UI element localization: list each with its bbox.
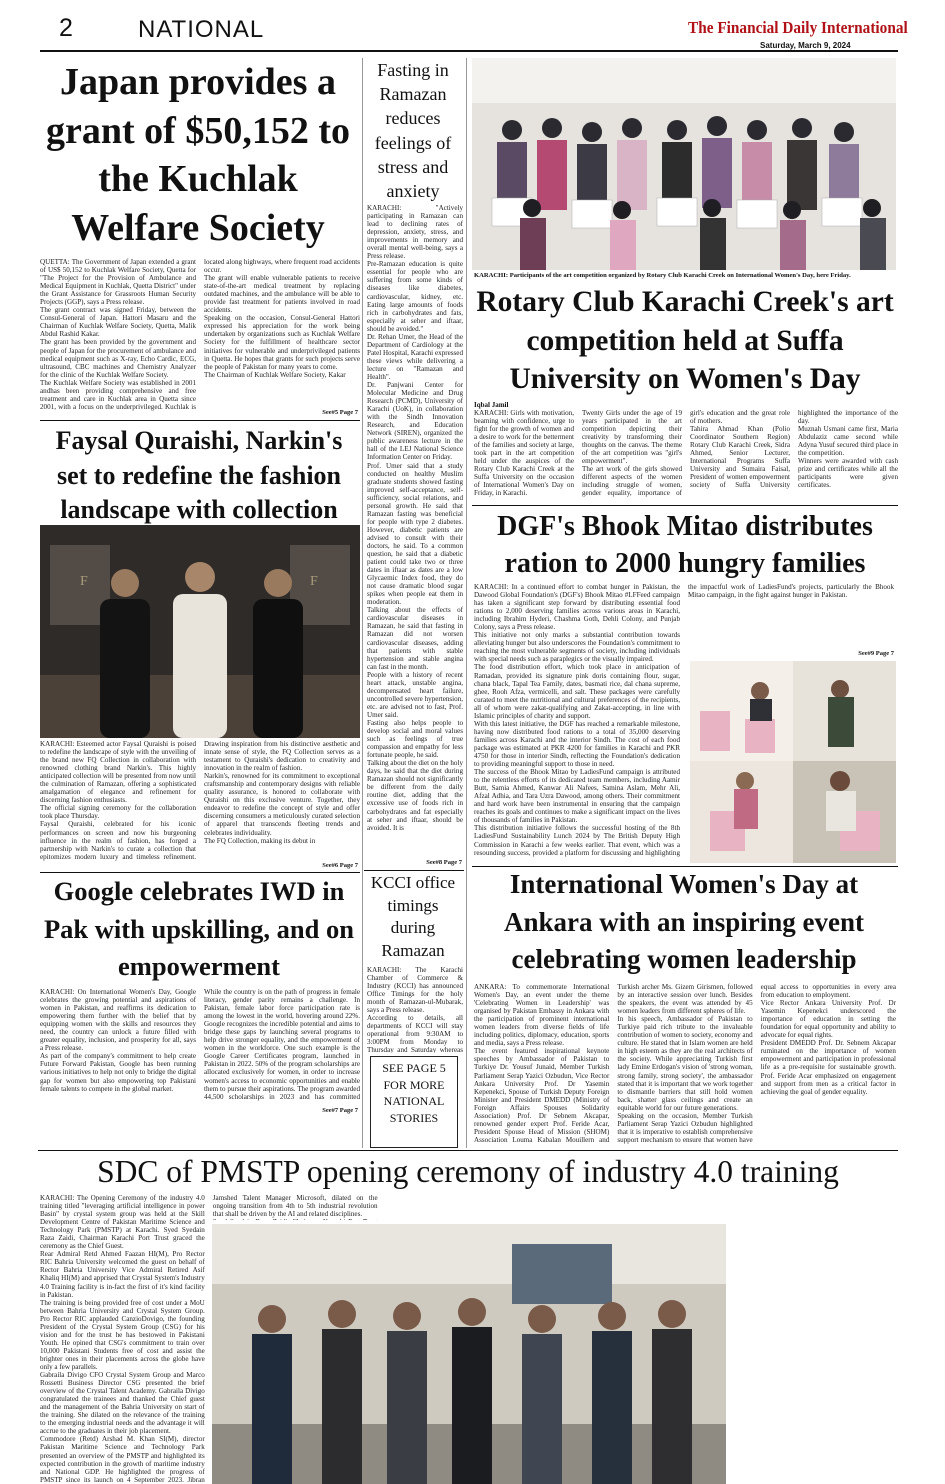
dgf-p4: With this latest initiative, the DGF has reached a remarkable milestone, having now distributed food rations to a total of 35,000 deserving families across Karachi and the interior Sindh. The cost of each food package was estimated at PKR 4200 for families in Karachi and PKR 4750 for those in interior Sindh, reflecting the Foundation's dedication to providing meaningful support to those in need. xyxy=(474,719,680,769)
dgf-photo-art xyxy=(690,661,896,863)
faysal-see-more[interactable]: See#6 Page 7 xyxy=(322,862,358,869)
fasting-p8: Fasting also helps people to develop social and moral values such as feelings of true compassion and empathy for less fortunate people, he said. xyxy=(367,719,463,760)
dgf-headline: DGF's Bhook Mitao distributes ration to 2000 hungry families xyxy=(497,511,873,579)
faysal-p3: Faysal Quraishi, celebrated for his iconic performances on screen and now his burgeoning influence in the realm of fashion, has forged a partnership with Narkin's to curate a collection that epitomizes modern luxury and timeless refinement. Drawing inspiration from his distinctive aesthetic and innate sense of style, the FQ Collection serves as a testament to Quraishi's dedication to creativity and innovation in the realm of fashion. xyxy=(40,740,360,861)
sdc-p2: Rear Admiral Retd Ahmed Faazan HI(M), Pro Rector RIC Bahria University welcomed the guest on behalf of Rector Bahria University Vice Admiral Retired Asif Khaliq HI(M) and apprised that Crystal System's Industry 4.0 Training facility is in-fact the first of it's kind facility in Pakistan. xyxy=(40,1250,205,1299)
japan-p3: The grant has been provided by the government and people of Japan for the procurement of ambulance and medical equipment such as X-ray, Echo Cardic, ECG, ultrasound, CBC machines and Chemistry Analyzer for the clinic of the Kuchlak Welfare Society. xyxy=(40,338,196,379)
faysal-photo xyxy=(40,525,360,738)
rotary-p5: Muznah Usmani came first, Maria Abdulaziz came second while Adyna Yusuf secured third place in the competition. xyxy=(798,425,898,458)
rotary-byline: Iqbal Jamil xyxy=(474,401,509,409)
paper-title: The Financial Daily International xyxy=(688,18,908,37)
kcci-p2: According to details, all departments of KCCI will stay operational from 9:30AM to 3:00PM from Monday to Thursday and Saturday whereas xyxy=(367,1014,463,1053)
kcci-more-stories-box[interactable] xyxy=(370,1056,458,1148)
faysal-p1: KARACHI: Esteemed actor Faysal Quraishi is poised to redefine the landscape of style with the unveiling of the brand new FQ Collection in collaboration with renowned clothing brand Narkin's. This highly anticipated collection will be presented from now until the culmination of Ramazan, offering a sophisticated amalgamation of elegance and refinement for discerning fashion enthusiasts. xyxy=(40,740,196,805)
japan-p1: QUETTA: The Government of Japan extended a grant of US$ 50,152 to Kuchlak Welfare Society, Quetta for "The Project for the Provision of Ambulance and Medical Equipment in Kuchlak, Quetta District" under the Grant Assistance for Grassroots Human Security Projects (GGP), says a Press release. xyxy=(40,258,196,307)
faysal-p2: The official signing ceremony for the collaboration took place Thursday. xyxy=(40,804,196,821)
iwd-p5: Vice Rector Ankara University Prof. Dr Yasemin Kepenekci underscored the importance of education in setting the foundation for equal opportunity and ability to advocate for equal rights. xyxy=(760,999,896,1040)
rotary-p2: Twenty Girls under the age of 19 years participated in the art competition depicting their creativity by transforming their thoughts on the canvas. The theme of the art competition was "girl's empowerment". xyxy=(582,409,682,466)
iwd-p4: Speaking on the occasion, Member Turkish Parliament Serap Yazici Ozbudun highlighted that it is imperative to establish comprehensive support mechanism to ensure that women have equal access to opportunities in every area from education to employment. xyxy=(617,983,896,1144)
japan-p4: The Kuchlak Welfare Society was established in 2001 andhas been providing comprehensive and free treatment and care in Kuchlak area in Quetta since 2001, with a focus on the underprivileged. Kuchlak is located along highways, where frequent road accidents occur. xyxy=(40,258,360,411)
faysal-body xyxy=(40,740,360,865)
dgf-p2: This initiative not only marks a substantial contribution towards alleviating hunger but also underscores the Foundation's commitment to reaching the most vulnerable segments of society, including individuals with special needs such as paraplegics or the visually impaired. xyxy=(474,631,680,664)
iwd-headline: International Women's Day at Ankara with an inspiring event celebrating women leadership xyxy=(503,869,865,974)
rotary-p4: Tahira Ahmad Khan (Polio Coordinator Southern Region) Rotary Club Karachi Creek, Sidra Ahmed, Senior Lecturer, International Programs Suffa University and Sumaira Faisal, President of women empowerment society of Suffa University highlighted the importance of the day. xyxy=(690,409,898,490)
dgf-p6: This distribution initiative follows the successful hosting of the 8th LadiesFund Sustainability Lunch 2024 by The British Deputy High Commission in Karachi a few weeks earlier. That event, which was a resounding success, provided a platform for discussing and highlighting the impactful work of LadiesFund's projects, particularly the Bhook Mitao campaign, in the fight against hunger in Pakistan. xyxy=(474,583,894,857)
google-body xyxy=(40,988,360,1108)
iwd-body xyxy=(474,983,896,1148)
fasting-p9: Talking about the diet on the holy days, he said that the diet during Ramazan should not significantly be different from the daily routine diet, adding that the excessive use of foods rich in carbohydrates and fat especially at seher and iftaar, should be avoided. It is xyxy=(367,759,463,832)
dgf-p3: The food distribution effort, which took place in anticipation of Ramadan, provided its signature pink doris containing flour, sugar, chana black, Tapal Tea Family, dates, basmati rice, dal chana supreme, ghee, Rooh Afza, vermicelli, and salt. These packages were carefully curated to meet the nutritional and cultural preferences of the recipients, all of whom were zakat-qualifying and Zakat-accepting, in line with Islamic principles of charity and support. xyxy=(474,663,680,720)
kcci-headline: KCCI office timings during Ramazan xyxy=(370,873,456,960)
dgf-see-more[interactable]: See#9 Page 7 xyxy=(858,650,894,657)
rotary-body xyxy=(474,409,898,498)
rotary-photo xyxy=(472,58,896,270)
dgf-p1: KARACHI: In a continued effort to combat hunger in Pakistan, the Dawood Global Foundation's (DGF's) Bhook Mitao #LFFeed campaign has taken a significant step forward by distributing essential food rations to 2,000 deserving families across various areas in Karachi, including Ibrahim Hyderi, Chashma Goth, Dehli Colony, and Punjab Colony, says a Press release. xyxy=(474,583,680,632)
google-p1: KARACHI: On International Women's Day, Google celebrates the growing potential and aspirations of women in Pakistan, and reaffirms its dedication to empowering them further with the belief that by equipping women with the skills and resources they need, the country can unlock a future filled with greater equality, inclusion, and prosperity for all, says a Press release. xyxy=(40,988,196,1053)
faysal-headline: Faysal Quraishi, Narkin's set to redefine the fashion landscape with collection xyxy=(55,426,343,524)
rotary-p3: The art work of the girls showed different aspects of the women including struggle of women, gender equality, importance of girl's education and the great role of mothers. xyxy=(582,409,790,498)
section-name: NATIONAL xyxy=(138,16,265,43)
google-see-more[interactable]: See#7 Page 7 xyxy=(322,1107,358,1114)
fasting-p6: Talking about the effects of cardiovascular diseases in Ramazan, he said that fasting in Ramazan did not worsen cardiovascular diseases, adding that patients with stable hypertension and stable angina can fast in the month. xyxy=(367,606,463,671)
issue-date: Saturday, March 9, 2024 xyxy=(760,41,851,50)
iwd-p6: President DMEDD Prof. Dr. Sebnem Akcapar ruminated on the importance of women empowerment and participation in professional life as a pre-requisite for sustainable growth. Prof. Feride Acar emphasized on engagement and support from men as a critical factor in achieving the goal of gender equality. xyxy=(760,1039,896,1096)
faysal-p4: Narkin's, renowned for its commitment to exceptional craftsmanship and contemporary designs with reliable quality assurance, is honored to collaborate with Quraishi on this exclusive venture. Together, they endeavor to redefine the concept of style and offer discerning consumers a meticulously curated selection of apparel that transcends fleeting trends and celebrates individuality. xyxy=(204,772,360,837)
masthead-rule xyxy=(40,50,898,52)
fasting-p1: KARACHI: "Actively participating in Ramazan can lead to declining rates of depression, anxiety, stress, and improvements in memory and overall mental well-being, says a Press release. xyxy=(367,204,463,261)
dgf-p5: The success of the Bhook Mitao by LadiesFund campaign is attributed to the relentless efforts of its dedicated team members, including Aamir Butt, Samia Ahmed, Kanwar Ali Nafees, Samina Aslam, Mehr Ali, Afzal Adhia, and Tara Uzra Dawood, among others. Their commitment and hard work have been instrumental in ensuring that the campaign reaches its goals and continues to make a significant impact on the lives of thousands of families in Pakistan. xyxy=(474,768,680,825)
google-p3: While the country is on the path of progress in female literacy, gender parity remains a challenge. In Pakistan, female labor force participation rate is among the lowest in the world, hovering around 22%. Google recognizes the incredible potential and aims to bridge these gaps by launching several programs to help drive stronger equality, and the empowerment of women in the workforce. One such example is the Google Career Certificates program, launched in Pakistan in 2022. 50% of the program scholarships are allocated exclusively for women, in order to increase women's access to economic opportunities and enable them to pursue their aspirations. The program awarded 44,500 scholarships in 2023 and has committed xyxy=(204,988,360,1101)
fasting-p7: People with a history of recent heart attack, unstable angina, decompensated heart failure, uncontrolled severe hypertension, etc. are advised not to fast, Prof. Umer said. xyxy=(367,670,463,719)
svg-text:F: F xyxy=(310,574,318,589)
japan-rule xyxy=(40,420,360,421)
kcci-p1: KARACHI: The Karachi Chamber of Commerce & Industry (KCCI) has announced Office Timings for the holy month of Ramazan-ul-Mubarak, says a Press release. xyxy=(367,966,463,1015)
fasting-rule xyxy=(364,870,464,871)
japan-body xyxy=(40,258,360,416)
sdc-photo xyxy=(212,1220,726,1484)
japan-p5: The grant will enable vulnerable patients to receive state-of-the-art medical treatment by replacing outdated machines, and the ambulance will be able to provide fast treatment for patients involved in road accidents. xyxy=(204,274,360,315)
japan-p6: Speaking on the occasion, Consul-General Hattori expressed his appreciation for the work being undertaken by organizations such as Kuchlak Welfare Society for the fulfillment of healthcare sector initiatives for vulnerable and underprivileged patients in Quetta. He hopes that grants for such projects serve the people of Pakistan for many years to come. xyxy=(204,314,360,371)
google-headline: Google celebrates IWD in Pak with upskilling, and on empowerment xyxy=(43,876,355,981)
sdc-headline: SDC of PMSTP opening ceremony of industry 4.0 training xyxy=(97,1154,839,1189)
rotary-photo-art xyxy=(472,58,896,270)
japan-p7: The Chairman of Kuchlak Welfare Society, Kakar xyxy=(204,370,346,379)
sdc-p1: KARACHI: The Opening Ceremony of the industry 4.0 training titled "leveraging artificial intelligence in power Basin" by crystal system group was held at the Skill Development Centre of Pakistan Maritime Science and Technology Park (PMSTP) at Karachi. Syed Syedain Raza Zaidi, Chairman Karachi Port Trust graced the ceremony as the Chief Guest. xyxy=(40,1194,205,1251)
fasting-p5: Prof. Umer said that a study conducted on healthy Muslim graduate students showed fasting improved self-acceptance, self-sufficiency, social relations, and personal growth. He said that Ramazan fasting was beneficial for people with type 2 diabetes. However, diabetic patients are advised to consult with their doctors, he said. To a common question, he said that a diabetic patient could take two or three dates in iftaar as dates are a low Glycaemic Index food, they do not cause dramatic blood sugar spikes when people eat them in moderation. xyxy=(367,461,463,607)
japan-see-more[interactable]: See#5 Page 7 xyxy=(322,409,358,416)
sdc-p5: Commodore (Retd) Arshad M. Khan SI(M), director Pakistan Maritime Science and Technology Park presented an overview of the PMSTP and highlighted its expected contribution in the growth of maritime industry and National GDP. He highlighted the progress of PMSTP since its launch on 4 September 2023. Jibran Jamshed Talent Manager Microsoft, dilated on the ongoing transition from 4th to 5th industrial revolution that shall be driven by the AI and related disciplines. xyxy=(40,1194,378,1484)
japan-p2: The grant contract was signed Friday, between the Consul-General of Japan. Hattori Masaru and the Chairman of Kuchlak Welfare Society, Quetta, Malik Abdul Rashid Kakar. xyxy=(40,306,196,339)
iwd-p1: ANKARA: To commemorate International Women's Day, an event under the theme 'Celebrating Women in Leadership' was organised by Pakistan Embassy in Ankara with the participation of prominent international women leaders from diverse fields of life including politics, diplomacy, education, sports and media, says a Press release. xyxy=(474,983,610,1048)
sdc-p3: The training is being provided free of cost under a MoU between Bahria University and Crystal System Group. Pro Rector RIC applauded CanzioDovigo, the founding President of the Crystal System Group (CSG) for his vision and for the trust he has bestowed in Pakistani Youth. He opined that CSG's commitment to train over 10,000 Pakistani Students free of cost and assist the brighter ones in their placements across the globe have only a few parallels. xyxy=(40,1298,205,1371)
iwd-p2: The event featured inspirational keynote speeches by Ambassador of Pakistan to Turkiye Dr. Yousuf Junaid, Member Turkish Parliament Serap Yazici Ozbudun, Vice Rector Ankara University Prof. Dr Yasemin Kepenekci, Spouse of Turkish Deputy Foreign Minister and President DMEDD (Ministry of Foreign Affairs Spouses Solidarity Association) Prof. Dr Sebnem Akcapar, renowned gender expert Prof. Feride Acar, President Spouse Head of Mission (SHOM) Association Louma Kabalan Mouillern and Turkish archer Ms. Gizem Girismen, followed by an interactive session over lunch. Besides the speakers, the event was attended by 45 women leaders from different spheres of life. xyxy=(474,983,753,1144)
rotary-headline: Rotary Club Karachi Creek's art competition held at Suffa University on Women's Day xyxy=(476,286,894,395)
fasting-body xyxy=(367,204,463,856)
rotary-rule xyxy=(472,505,898,506)
sdc-p4: Gabraila Divigo CFO Crystal System Group and Marco Rossetti Business Director CSG presented the brief overview of the Crystal Talent Academy. Gabraila Divigo congratulated the trainees and thanked the Chief guest and the management of the Bahria University on start of the training. She dilated on the relevance of the training to the emerging industrial needs and the advantage it will accrue to the graduates in their job placement. xyxy=(40,1371,205,1436)
more-stories-label: SEE PAGE 5 FOR MORE NATIONAL STORIES xyxy=(382,1061,446,1125)
fasting-headline: Fasting in Ramazan reduces feelings of stress and anxiety xyxy=(374,60,452,202)
iwd-p3: In his speech, Ambassador of Pakistan to Turkiye paid rich tribute to the invaluable contribution of women to society, economy and culture. He stated that in Islam women are held in high esteem as they are the real architects of the society. While appreciating Turkish first lady Emine Erdogan's vision of 'strong woman, strong family, strong society', the ambassador stated that it is important that we work together to dismantle barriers that still hold women back, shatter glass ceilings and create an equitable world for our future generations. xyxy=(617,1015,753,1112)
faysal-p5: The FQ Collection, making its debut in xyxy=(204,836,316,845)
japan-headline: Japan provides a grant of $50,152 to the Kuchlak Welfare Society xyxy=(46,61,350,249)
svg-text:F: F xyxy=(80,574,88,589)
sdc-photo-art xyxy=(212,1224,726,1484)
page-number: 2 xyxy=(59,14,73,42)
faysal-photo-art xyxy=(40,525,360,738)
rotary-caption: KARACHI: Participants of the art competition organized by Rotary Club Karachi Creek on International Women's Day, here Friday. xyxy=(474,272,851,279)
bottom-section-rule xyxy=(38,1150,898,1151)
fasting-p3: Dr. Rehan Umer, the Head of the Department of Cardiology at the Patel Hospital, Karachi expressed these views while delivering a lecture on "Ramazan and Health". xyxy=(367,332,463,381)
kcci-body xyxy=(367,966,463,1053)
dgf-photo xyxy=(690,661,896,863)
masthead xyxy=(0,0,945,56)
fasting-p4: Dr. Panjwani Center for Molecular Medicine and Drug Research (PCMD), University of Karachi (UoK), in collaboration with the Sindh Innovation Research, and Education Network (SIREN), organized the public awareness lecture in the hall of the LEJ National Science Information Center on Friday. xyxy=(367,381,463,462)
fasting-p2: Pre-Ramazan education is quite essential for people who are suffering from some kinds of diseases like diabetes, cardiovascular, kidney, etc. Eating large amounts of foods rich in carbohydrates and fats, especially at seher and iftaar, should be avoided." xyxy=(367,260,463,333)
fasting-see-more[interactable]: See#8 Page 7 xyxy=(426,859,462,866)
rotary-p6: Winners were awarded with cash prize and certificates while all the participants were given certificates. xyxy=(798,457,898,490)
column-divider-left xyxy=(362,58,363,1148)
google-p2: As part of the company's commitment to help create Future Forward Pakistan, Google has been running various initiatives to help not only to bridge the digital gap for women but also empowering top Pakistani female talents to compete in the global market. xyxy=(40,1052,196,1093)
column-divider-right xyxy=(466,58,467,1148)
rotary-p1: KARACHI: Girls with motivation, beaming with confidence, urge to fight for the growth of women and a desire to work for the betterment of the families and society at large, took part in the art competition held under the auspices of the Rotary Club Karachi Creek at the Suffa University on the occasion of International Women's Day on Friday, in Karachi. xyxy=(474,409,574,498)
